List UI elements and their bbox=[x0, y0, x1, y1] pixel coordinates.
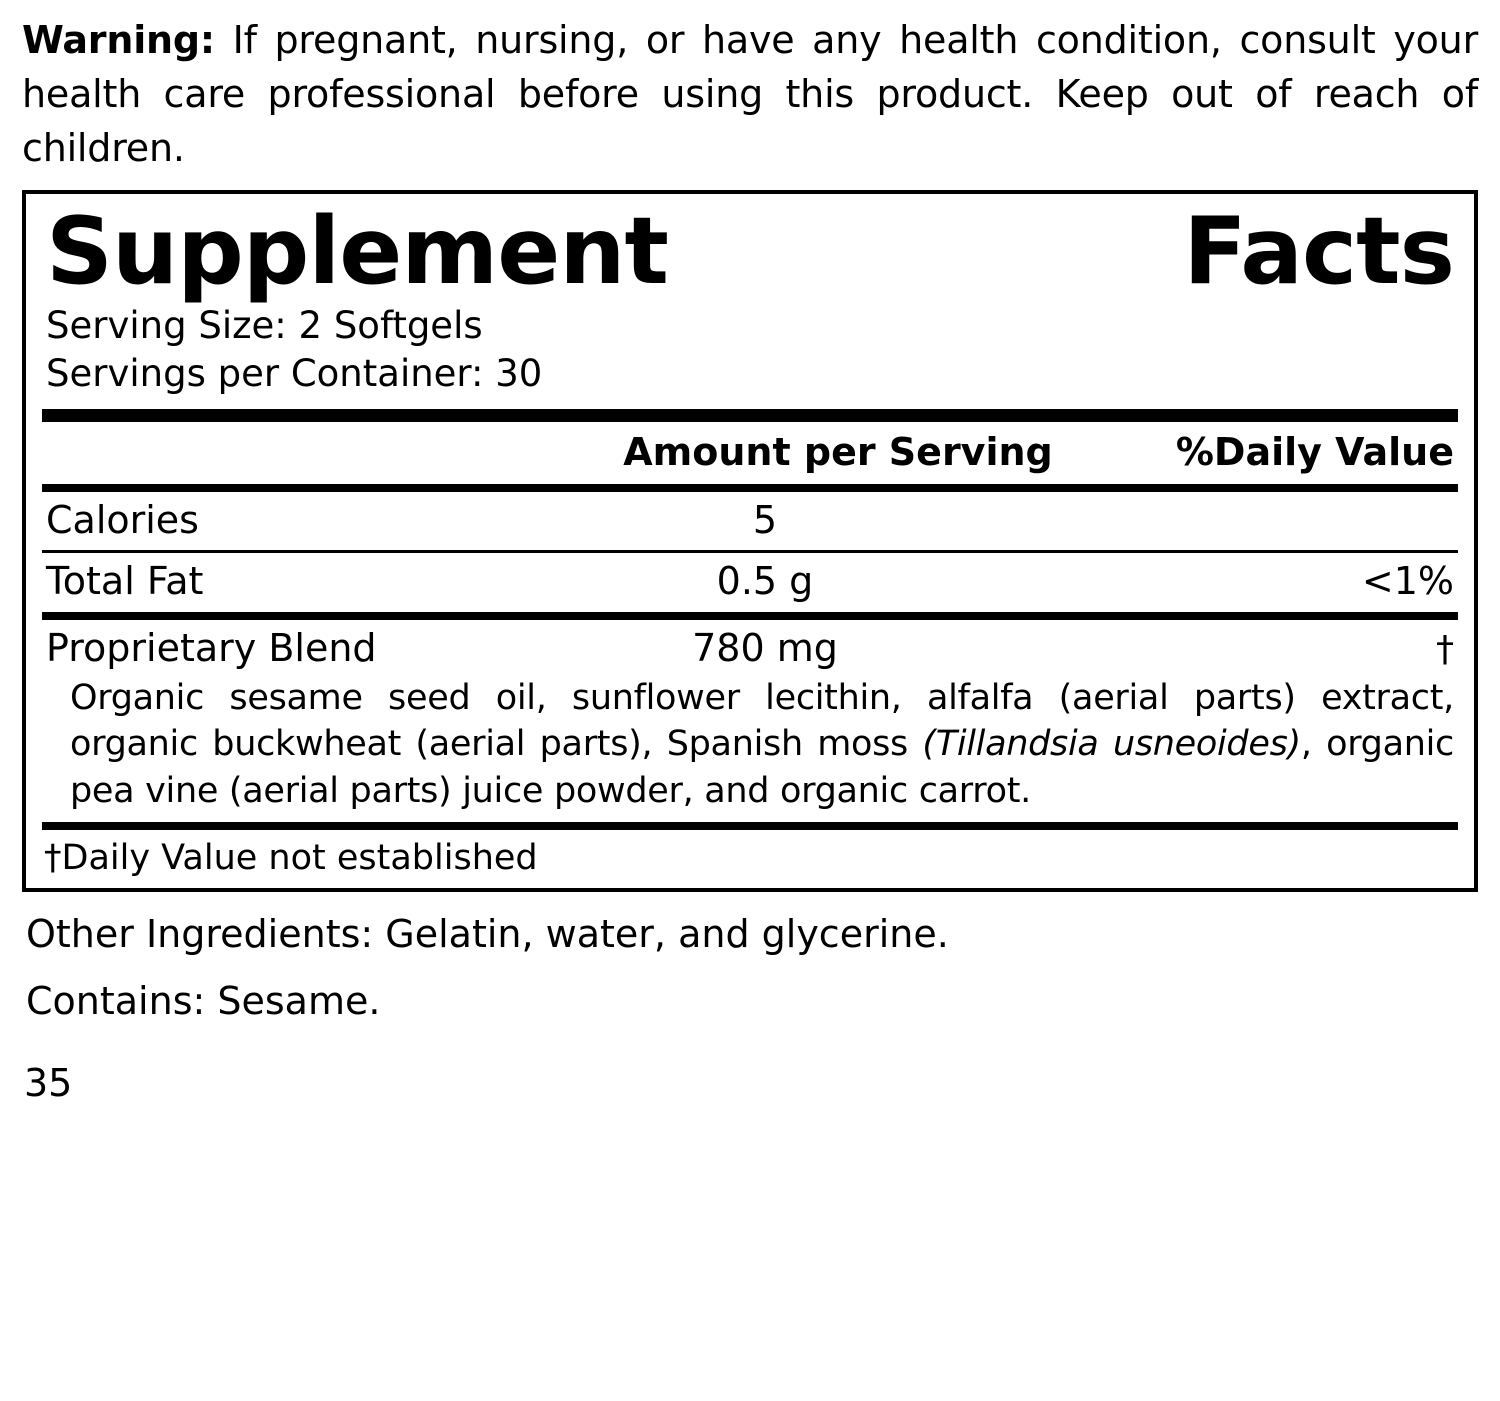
row-amount-total-fat: 0.5 g bbox=[716, 559, 814, 604]
other-ingredients: Other Ingredients: Gelatin, water, and glycerine. bbox=[26, 911, 949, 956]
row-amount-blend: 780 mg bbox=[692, 626, 838, 671]
header-amount-per-serving: Amount per Serving bbox=[623, 430, 1053, 475]
title-word-supplement: Supplement bbox=[46, 196, 668, 305]
table-row-proprietary-blend bbox=[40, 620, 1460, 675]
blend-desc-part2: , organic pea vine (aerial parts) juice powder, and organic carrot. bbox=[70, 724, 1454, 811]
header-nutrient bbox=[42, 430, 582, 474]
daily-value-footnote: †Daily Value not established bbox=[44, 837, 538, 878]
blend-desc-part1: Organic sesame seed oil, sunflower lecithin, alfalfa (aerial parts) extract, organic buckwheat (aerial parts), Spanish moss bbox=[70, 678, 1454, 765]
warning-label: Warning: bbox=[22, 18, 215, 62]
row-dv-total-fat: <1% bbox=[1361, 559, 1454, 604]
contains-statement: Contains: Sesame. bbox=[26, 979, 381, 1024]
table-row bbox=[40, 553, 1460, 608]
table-header-row bbox=[40, 422, 1460, 480]
supplement-facts-panel bbox=[22, 190, 1478, 892]
row-amount-calories: 5 bbox=[752, 498, 778, 543]
blend-ingredient-list bbox=[40, 675, 1460, 818]
servings-per-container: Servings per Container: 30 bbox=[46, 351, 543, 395]
table-row bbox=[40, 492, 1460, 547]
warning-paragraph bbox=[22, 14, 1478, 176]
rule-below-blend bbox=[42, 822, 1458, 830]
rule-above-blend bbox=[42, 612, 1458, 620]
supplement-facts-title bbox=[40, 198, 1460, 303]
header-daily-value: %Daily Value bbox=[1175, 430, 1454, 475]
warning-text: If pregnant, nursing, or have any health condition, consult your health care professional before using this product. Keep out of reach of children. bbox=[22, 18, 1478, 170]
row-dv-blend: † bbox=[1436, 629, 1454, 671]
page-number: 35 bbox=[24, 1060, 73, 1105]
rule-top bbox=[42, 409, 1458, 422]
row-name-calories: Calories bbox=[46, 498, 199, 543]
serving-size: Serving Size: 2 Softgels bbox=[46, 304, 483, 348]
title-word-facts: Facts bbox=[1183, 196, 1454, 305]
rule-under-header bbox=[42, 484, 1458, 492]
below-panel-text bbox=[22, 910, 1478, 1027]
row-name-total-fat: Total Fat bbox=[46, 559, 204, 604]
row-name-blend: Proprietary Blend bbox=[46, 626, 377, 671]
blend-desc-latin-name: (Tillandsia usneoides) bbox=[922, 724, 1301, 765]
